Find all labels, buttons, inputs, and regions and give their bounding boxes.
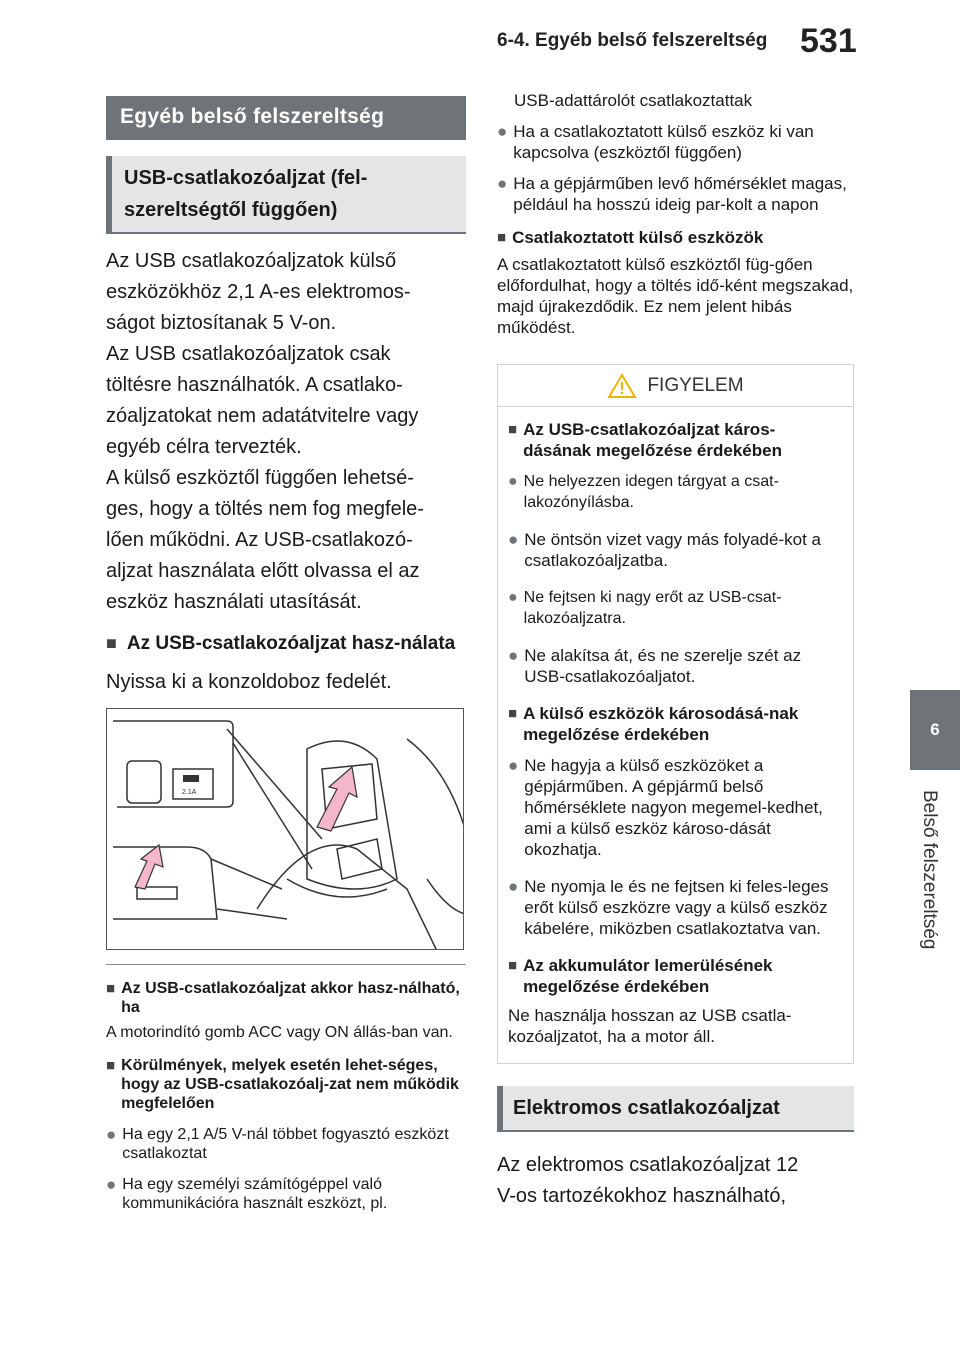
list-item-text: Ha a gépjárműben levő hőmérséklet magas, például ha hosszú ideig par-kolt a napon bbox=[513, 174, 847, 214]
intro-line: zóaljzatokat nem adatátvitelre vagy bbox=[106, 405, 419, 427]
intro-line: eszköz használati utasítását. bbox=[106, 591, 362, 613]
header-title: 6-4. Egyéb belső felszereltség bbox=[497, 30, 768, 51]
round-bullet-icon: ● bbox=[508, 877, 519, 896]
right-column bbox=[497, 90, 854, 1212]
warning-title-text: FIGYELEM bbox=[647, 374, 744, 396]
intro-line: ges, hogy a töltés nem fog megfele- bbox=[106, 498, 424, 520]
list-item-text: Ne hagyja a külső eszközöket a gépjárműben. A gépjármű belső hőmérséklete nagyon megemel-kedhet, ami a külső eszköz károso-dását okozhatja. bbox=[524, 756, 823, 859]
intro-line: Az USB csatlakozóaljzatok csak bbox=[106, 343, 391, 365]
console-usb-illustration bbox=[106, 708, 464, 950]
continued-text: USB-adattárolót csatlakoztattak bbox=[514, 91, 753, 110]
round-bullet-icon: ● bbox=[508, 646, 519, 665]
square-bullet-icon: ■ bbox=[497, 229, 507, 246]
round-bullet-icon: ● bbox=[508, 756, 519, 775]
usage-text: Nyissa ki a konzoldoboz fedelét. bbox=[106, 671, 392, 693]
list-item-text: Ne alakítsa át, és ne szerelje szét az USB-csatlakozóaljatot. bbox=[524, 646, 802, 686]
list-item-text: Ha egy személyi számítógéppel való kommunikációra használt eszközt, pl. bbox=[122, 1176, 388, 1212]
round-bullet-icon: ● bbox=[106, 1175, 117, 1194]
left-column bbox=[106, 96, 466, 1213]
intro-text bbox=[106, 246, 466, 618]
list-item-text: Ne öntsön vizet vagy más folyadé-kot a csatlakozóaljzatba. bbox=[524, 530, 821, 570]
chapter-label: Belső felszereltség bbox=[919, 790, 940, 950]
list-item bbox=[508, 755, 843, 860]
list-item bbox=[508, 529, 843, 571]
list-item bbox=[508, 587, 843, 629]
warning-title bbox=[498, 365, 853, 407]
list-item bbox=[508, 876, 843, 939]
round-bullet-icon: ● bbox=[497, 174, 508, 193]
section-title: Egyéb belső felszereltség bbox=[106, 96, 466, 140]
intro-line: ságot biztosítanak 5 V-on. bbox=[106, 312, 337, 334]
list-item bbox=[508, 471, 843, 513]
console-drawing bbox=[107, 709, 464, 950]
list-item bbox=[497, 173, 854, 215]
list-item bbox=[106, 1175, 466, 1213]
warning-heading-text: A külső eszközök károsodásá-nak megelőzése érdekében bbox=[523, 704, 799, 744]
list-item-text: Ne nyomja le és ne fejtsen ki feles-leges erőt külső eszközre vagy a külső eszköz kábelére, miközben csatlakoztatva van. bbox=[524, 877, 829, 938]
round-bullet-icon: ● bbox=[106, 1125, 117, 1144]
warning-text: Ne használja hosszan az USB csatla-kozóaljzatot, ha a motor áll. bbox=[508, 1006, 792, 1046]
when-heading-text: Az USB-csatlakozóaljzat akkor hasz-nálható, ha bbox=[121, 980, 460, 1016]
intro-line: eszközökhöz 2,1 A-es elektromos- bbox=[106, 281, 411, 303]
intro-line: Az USB csatlakozóaljzatok külső bbox=[106, 250, 397, 272]
square-bullet-icon: ■ bbox=[508, 957, 518, 974]
list-item bbox=[508, 645, 843, 687]
lift-arrow-icon bbox=[135, 845, 163, 889]
usb-rating-label: 2.1A bbox=[182, 789, 197, 796]
warning-heading bbox=[508, 955, 843, 997]
square-bullet-icon: ■ bbox=[106, 980, 116, 997]
warning-heading bbox=[508, 703, 843, 745]
page-number: 531 bbox=[800, 22, 857, 60]
list-item bbox=[106, 1125, 466, 1163]
section2-line: V-os tartozékokhoz használható, bbox=[497, 1185, 787, 1207]
list-item-text: Ne helyezzen idegen tárgyat a csat-lakozónyílásba. bbox=[523, 473, 779, 511]
section2-title: Elektromos csatlakozóaljzat bbox=[497, 1086, 854, 1132]
round-bullet-icon: ● bbox=[508, 530, 519, 549]
square-bullet-icon: ■ bbox=[508, 705, 518, 722]
usage-heading bbox=[106, 628, 466, 659]
round-bullet-icon: ● bbox=[497, 122, 508, 141]
subsection-title: USB-csatlakozóaljzat (fel-szereltségtől függően) bbox=[106, 156, 466, 234]
square-bullet-icon: ■ bbox=[106, 633, 117, 653]
warning-triangle-icon bbox=[607, 373, 637, 399]
intro-line: egyéb célra tervezték. bbox=[106, 436, 302, 458]
square-bullet-icon: ■ bbox=[508, 421, 518, 438]
when-heading bbox=[106, 979, 466, 1017]
devices-heading bbox=[497, 227, 854, 248]
conditions-heading-text: Körülmények, melyek esetén lehet-séges, hogy az USB-csatlakozóalj-zat nem működik megfelelően bbox=[121, 1057, 459, 1112]
intro-line: aljzat használata előtt olvassa el az bbox=[106, 560, 420, 582]
round-bullet-icon: ● bbox=[508, 473, 518, 490]
chapter-tab[interactable]: 6 bbox=[910, 690, 960, 770]
usage-heading-text: Az USB-csatlakozóaljzat hasz-nálata bbox=[126, 633, 456, 654]
square-bullet-icon: ■ bbox=[106, 1057, 116, 1074]
conditions-heading bbox=[106, 1056, 466, 1113]
intro-line: töltésre használhatók. A csatlako- bbox=[106, 374, 403, 396]
round-bullet-icon: ● bbox=[508, 589, 518, 606]
intro-line: lően működni. Az USB-csatlakozó- bbox=[106, 529, 413, 551]
list-item-text: Ha egy 2,1 A/5 V-nál többet fogyasztó eszközt csatlakoztat bbox=[122, 1126, 449, 1162]
list-item-text: Ne fejtsen ki nagy erőt az USB-csat-lakozóaljzatra. bbox=[523, 589, 782, 627]
devices-heading-text: Csatlakoztatott külső eszközök bbox=[512, 228, 764, 247]
section2-text bbox=[497, 1150, 854, 1212]
intro-line: A külső eszköztől függően lehetsé- bbox=[106, 467, 414, 489]
when-text: A motorindító gomb ACC vagy ON állás-ban van. bbox=[106, 1024, 453, 1041]
warning-heading bbox=[508, 419, 843, 461]
warning-heading-text: Az USB-csatlakozóaljzat káros-dásának megelőzése érdekében bbox=[523, 420, 782, 460]
devices-text: A csatlakoztatott külső eszköztől füg-gően előfordulhat, hogy a töltés idő-ként megszakad, majd újrakezdődik. Ez nem jelent hibás működést. bbox=[497, 255, 854, 337]
list-item bbox=[497, 121, 854, 163]
warning-box bbox=[497, 364, 854, 1064]
section2-line: Az elektromos csatlakozóaljzat 12 bbox=[497, 1154, 799, 1176]
warning-heading-text: Az akkumulátor lemerülésének megelőzése érdekében bbox=[523, 956, 773, 996]
list-item-text: Ha a csatlakoztatott külső eszköz ki van kapcsolva (eszköztől függően) bbox=[513, 122, 814, 162]
